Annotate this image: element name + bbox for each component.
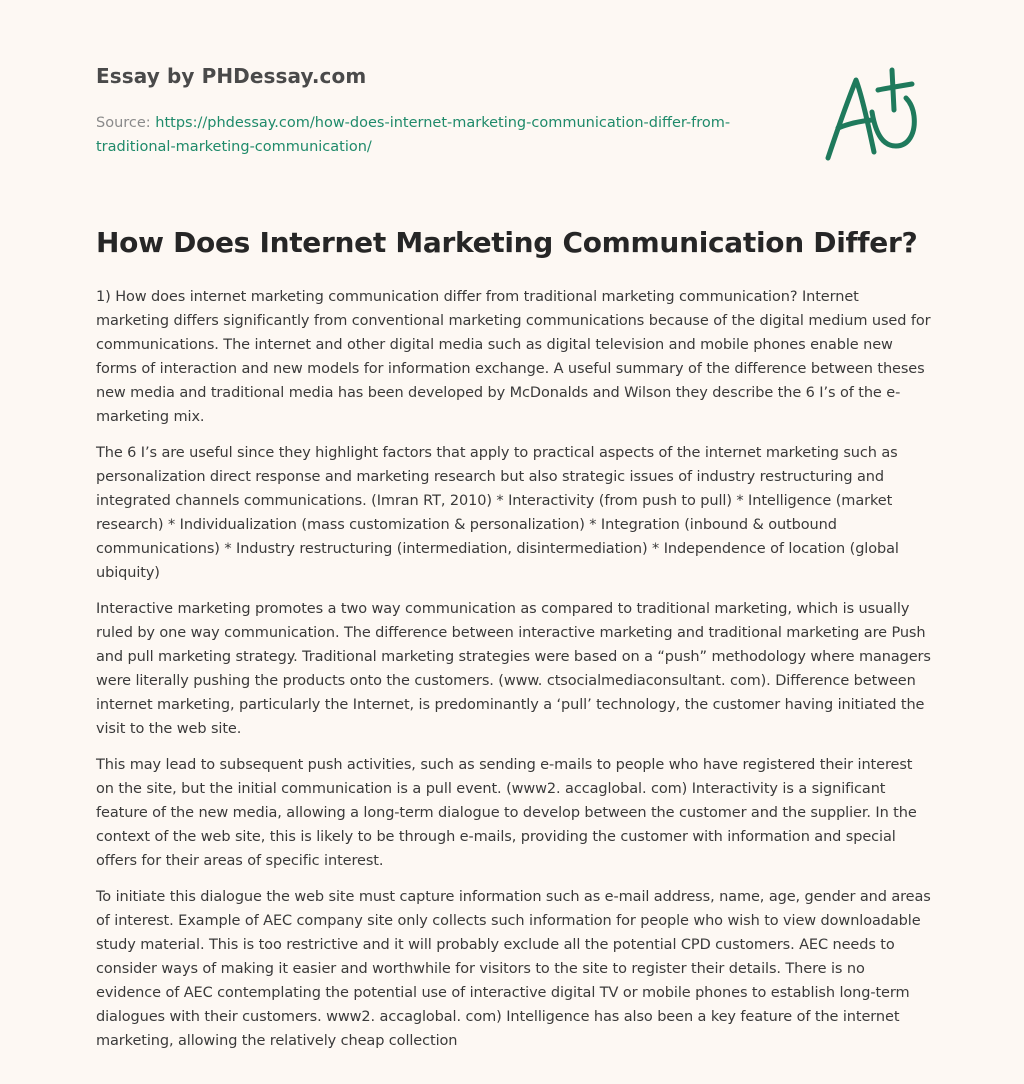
essay-page <box>96 0 931 1049</box>
essay-paragraph: The 6 I’s are useful since they highlight factors that apply to practical aspects of the internet marketing such as personalization direct response and marketing research but also strategic issues of industry restructuring and integrated channels communications. (Imran RT, 2010) * Interactivity (from push to pull) * Intelligence (market research) * Individualization (mass customization & personalization) * Integration (inbound & outbound communications) * Industry restructuring (intermediation, disintermediation) * Independence of location (global ubiquity) <box>96 445 899 581</box>
essay-paragraph: Interactive marketing promotes a two way communication as compared to traditional marketing, which is usually ruled by one way communication. The difference between interactive marketing and traditional marketing are Push and pull marketing strategy. Traditional marketing strategies were based on a “push” methodology where managers were literally pushing the products onto the customers. (www. ctsocialmediaconsultant. com). Difference between internet marketing, particularly the Internet, is predominantly a ‘pull’ technology, the customer having initiated the visit to the web site. <box>96 601 931 737</box>
site-brand: Essay by PHDessay.com <box>96 64 367 88</box>
source-link[interactable]: https://phdessay.com/how-does-internet-marketing-communication-differ-from-traditional-marketing-communication/ <box>96 115 731 155</box>
a-plus-logo-icon <box>822 66 926 166</box>
source-line <box>96 111 776 159</box>
essay-paragraph: This may lead to subsequent push activities, such as sending e-mails to people who have registered their interest on the site, but the initial communication is a pull event. (www2. accaglobal. com) Interactivity is a significant feature of the new media, allowing a long-term dialogue to develop between the customer and the supplier. In the context of the web site, this is likely to be through e-mails, providing the customer with information and special offers for their areas of specific interest. <box>96 757 917 869</box>
page-header <box>96 0 928 200</box>
essay-paragraph: 1) How does internet marketing communication differ from traditional marketing communication? Internet marketing differs significantly from conventional marketing communications because of the digital medium used for communications. The internet and other digital media such as digital television and mobile phones enable new forms of interaction and new models for information exchange. A useful summary of the difference between theses new media and traditional media has been developed by McDonalds and Wilson they describe the 6 I’s of the e-marketing mix. <box>96 289 931 425</box>
essay-paragraph: To initiate this dialogue the web site must capture information such as e-mail address, name, age, gender and areas of interest. Example of AEC company site only collects such information for people who wish to view downloadable study material. This is too restrictive and it will probably exclude all the potential CPD customers. AEC needs to consider ways of making it easier and worthwhile for visitors to the site to register their details. There is no evidence of AEC contemplating the potential use of interactive digital TV or mobile phones to establish long-term dialogues with their customers. www2. accaglobal. com) Intelligence has also been a key feature of the internet marketing, allowing the relatively cheap collection <box>96 889 931 1049</box>
essay-body <box>96 285 932 1065</box>
essay-title: How Does Internet Marketing Communication Differ? <box>96 226 918 259</box>
source-label: Source: <box>96 115 151 131</box>
